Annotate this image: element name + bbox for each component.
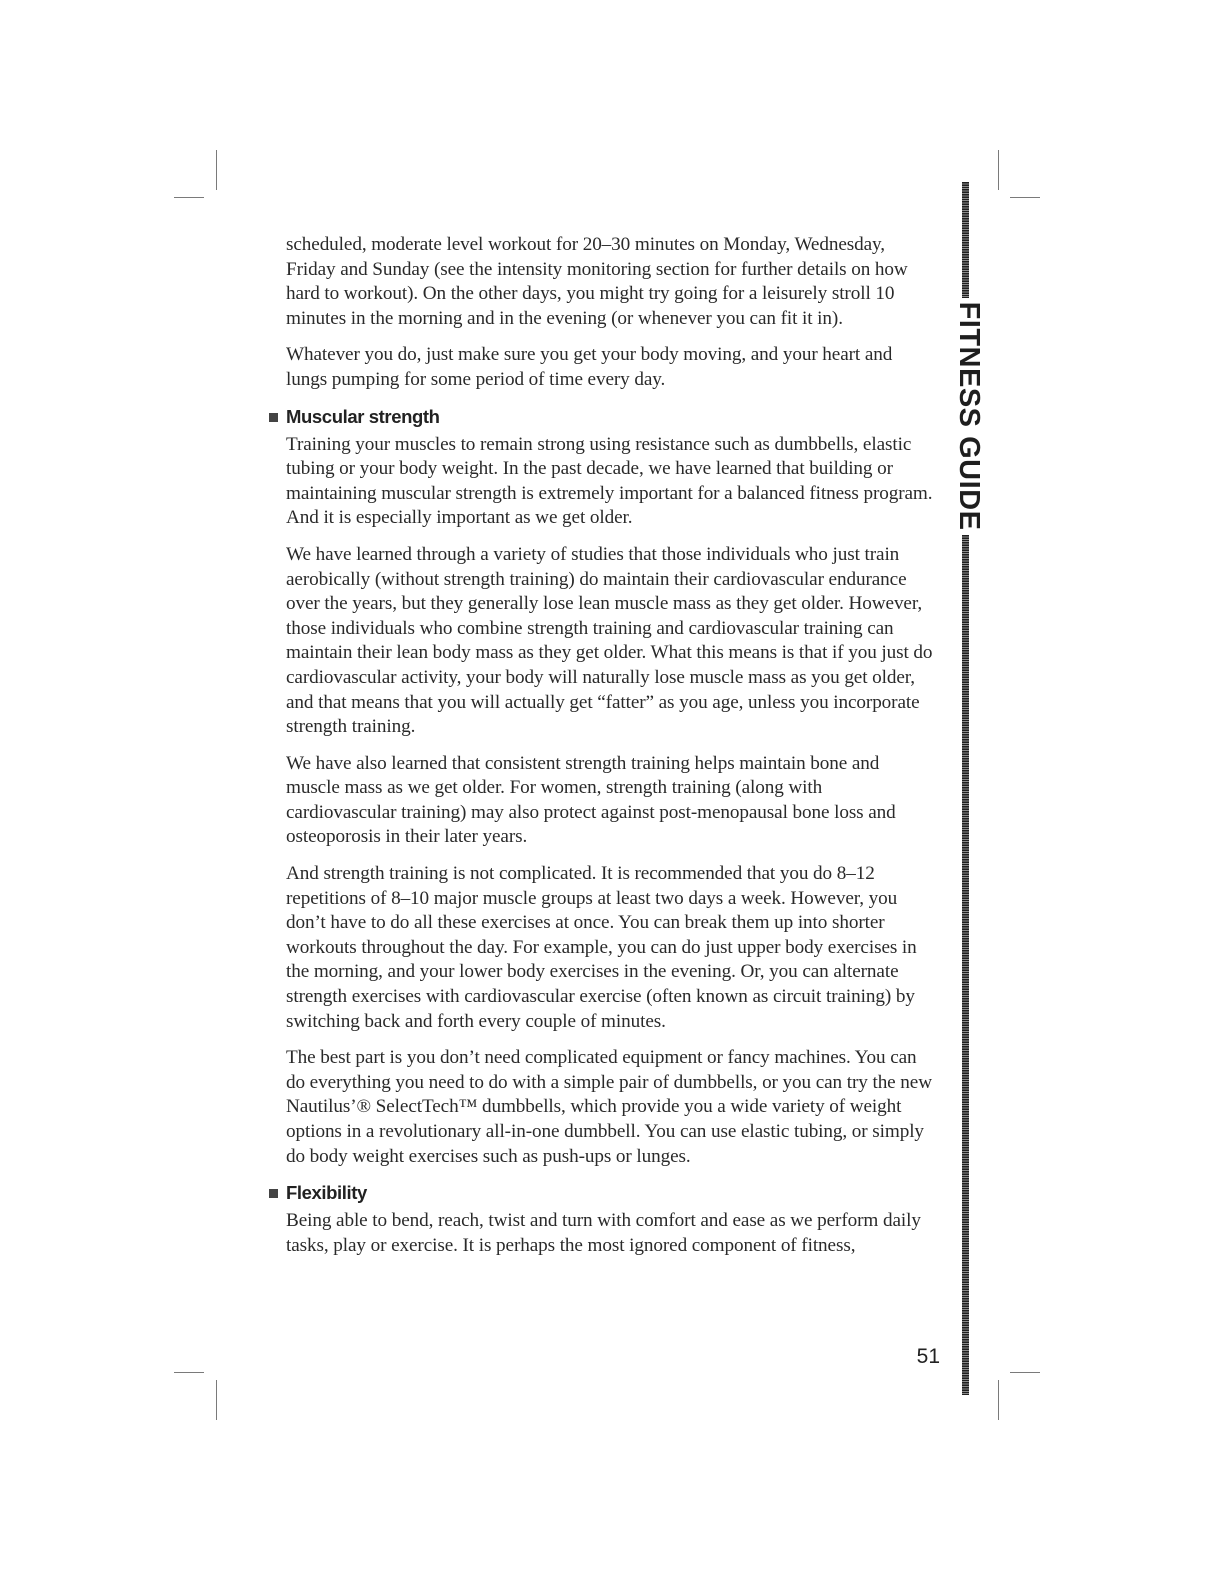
crop-mark [216, 150, 217, 190]
section-heading-text: Muscular strength [286, 405, 440, 427]
paragraph: We have also learned that consistent strength training helps maintain bone and muscle mass as we get older. For women, strength training (along with cardiovascular training) may also protect against post-menopausal bone loss and osteoporosis in their later years. [286, 752, 896, 848]
paragraph: scheduled, moderate level workout for 20–30 minutes on Monday, Wednesday, Friday and Sunday (see the intensity monitoring section for further details on how hard to workout). On the other days, you might try going for a leisurely stroll 10 minutes in the morning and in the evening (or whenever you can fit it in). [286, 234, 908, 329]
section-heading [286, 405, 936, 429]
flexibility-section [286, 1181, 936, 1258]
crop-mark [174, 197, 204, 198]
paragraph: Training your muscles to remain strong using resistance such as dumbbells, elastic tubing or your body weight. In the past decade, we have learned that building or maintaining muscular strength is extremely important for a balanced fitness program. And it is especially important as we get older. [286, 433, 933, 529]
paragraph: And strength training is not complicated. It is recommended that you do 8–12 repetitions of 8–10 major muscle groups at least two days a week. However, you don’t have to do all these exercises at once. You can break them up into shorter workouts throughout the day. For example, you can do just upper body exercises in the morning, and your lower body exercises in the evening. Or, you can alternate strength exercises with cardiovascular exercise (often known as circuit training) by switching back and forth every couple of minutes. [286, 863, 917, 1032]
section-heading [286, 1181, 936, 1205]
paragraph: The best part is you don’t need complicated equipment or fancy machines. You can do everything you need to do with a simple pair of dumbbells, or you can try the new Nautilus’® SelectTech™ dumbbells, which provide you a wide variety of weight options in a revolutionary all-in-one dumbbell. You can use elastic tubing, or simply do body weight exercises such as push-ups or lunges. [286, 1047, 932, 1167]
crop-mark [998, 150, 999, 190]
side-tab-bar [962, 535, 969, 1395]
paragraph: Being able to bend, reach, twist and turn with comfort and ease as we perform daily tasks, play or exercise. It is perhaps the most ignored component of fitness, [286, 1210, 921, 1256]
crop-mark [216, 1380, 217, 1420]
intro-section [286, 233, 936, 393]
crop-mark [174, 1372, 204, 1373]
page-number: 51 [916, 1345, 940, 1368]
crop-mark [1010, 1372, 1040, 1373]
side-tab-label: FITNESS GUIDE [953, 301, 985, 531]
side-tab-bar [962, 182, 969, 298]
muscular-strength-section [286, 405, 936, 1170]
crop-mark [1010, 197, 1040, 198]
crop-mark [998, 1380, 999, 1420]
paragraph: Whatever you do, just make sure you get your body moving, and your heart and lungs pumping for some period of time every day. [286, 344, 893, 390]
paragraph: We have learned through a variety of studies that those individuals who just train aerobically (without strength training) do maintain their cardiovascular endurance over the years, but they generally lose lean muscle mass as they get older. However, those individuals who combine strength training and cardiovascular training can maintain their lean body mass as they get older. What this means is that if you just do cardiovascular activity, your body will naturally lose muscle mass as you get older, and that means that you will actually get “fatter” as you age, unless you incorporate strength training. [286, 543, 933, 738]
square-bullet-icon [269, 413, 278, 422]
square-bullet-icon [269, 1189, 278, 1198]
section-heading-text: Flexibility [286, 1182, 367, 1204]
page-body [286, 233, 936, 1270]
